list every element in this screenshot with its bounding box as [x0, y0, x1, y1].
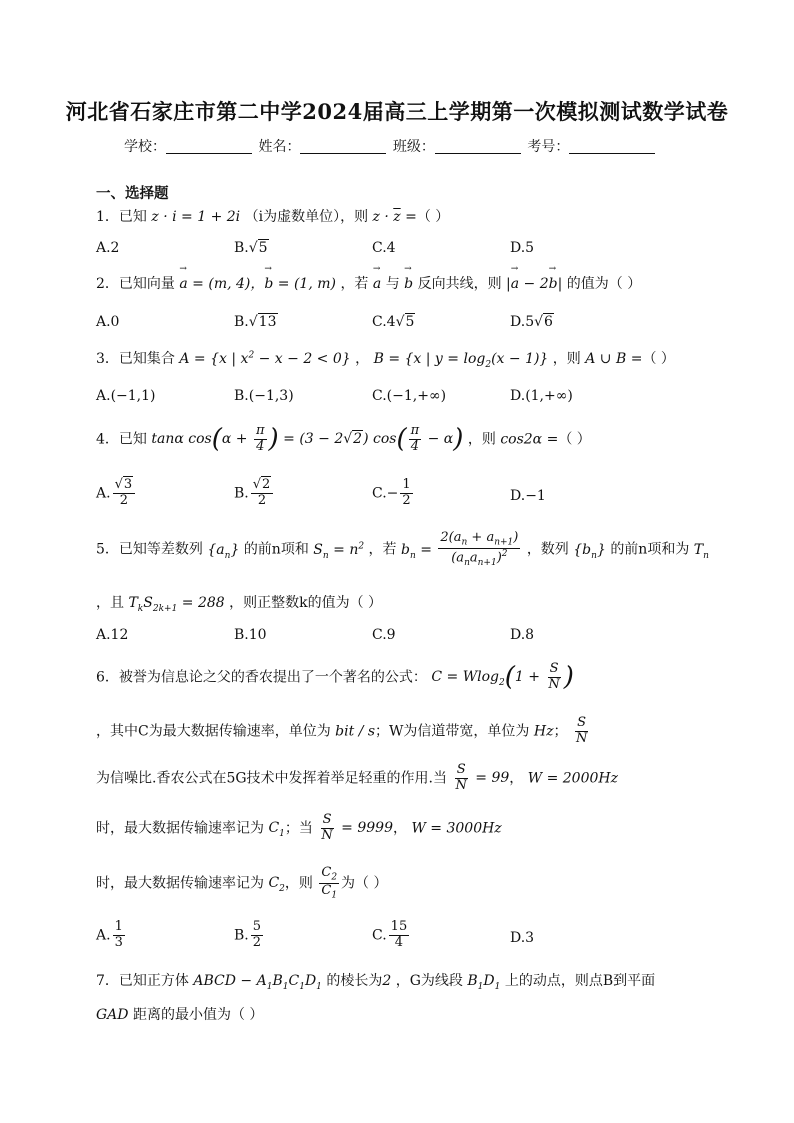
- number-label: 考号：: [527, 139, 570, 155]
- question-5-line-2: ，且 $T_kS_{2k+1} = 288$ ，则正整数k的值为（ ）: [96, 595, 383, 614]
- class-label: 班级：: [392, 139, 435, 155]
- q2-option-d[interactable]: D.5√6: [510, 314, 553, 330]
- q5-stem-a: 的前n项和: [243, 541, 309, 558]
- q2-option-b[interactable]: B.√13: [234, 314, 277, 330]
- school-blank[interactable]: [166, 139, 252, 154]
- q4-formula-2: cos2α: [500, 431, 543, 448]
- q3-stem: 3．已知集合: [96, 351, 175, 367]
- q6-formula: C = Wlog$_2$(1 + $\frac{S}{N}$ ): [431, 661, 574, 693]
- q1-option-d[interactable]: D.5: [510, 240, 535, 256]
- q6-option-b[interactable]: B. $\frac{5}{2}$: [234, 919, 262, 950]
- name-label: 姓名：: [258, 139, 301, 155]
- q2-vec-b: → b: [404, 276, 413, 292]
- q6-line1: 6．被誉为信息论之父的香农提出了一个著名的公式：: [96, 669, 427, 686]
- q5-option-d[interactable]: D.8: [510, 627, 535, 643]
- q5-option-a[interactable]: A.12: [96, 627, 129, 643]
- q5-line2-b: ，则正整数k的值为（ ）: [229, 595, 383, 611]
- q5-option-b[interactable]: B.10: [234, 627, 267, 643]
- q1-stem-mid: （i为虚数单位），则: [244, 209, 369, 225]
- question-5: 5．已知等差数列 $\{a_n\}$ 的前n项和 $S_n = n^2$ ，若 $b_n$ = $\frac{2(a_n + a_{n+1})}{(a_na_{n+1})^2}$ ，数列 $\{b_n\}$ 的前n项和为 $T_n$: [96, 530, 709, 568]
- q1-formula: z · i = 1 + 2i: [151, 209, 241, 225]
- q1-stem-end: =（ ）: [405, 209, 450, 225]
- q5-stem-c: ，数列: [526, 541, 569, 558]
- q3-option-c[interactable]: C.(−1,+∞): [372, 388, 447, 404]
- q3-stem-a: ，: [355, 351, 370, 367]
- question-3: [96, 348, 675, 370]
- q4-stem-a: ，则: [467, 431, 496, 448]
- q2-option-a[interactable]: A.0: [96, 314, 120, 330]
- q3-stem-b: ，则: [552, 351, 581, 367]
- question-6-line-4: 时，最大数据传输速率记为 $C_1$；当 $\frac{S}{N}$ = 9999， W = 3000Hz: [96, 812, 502, 843]
- q4-option-b[interactable]: B. $\frac{√2}{2}$: [234, 478, 275, 509]
- q2-stem-d: 的值为（ ）: [566, 276, 642, 292]
- question-4: [96, 424, 591, 455]
- question-2: [96, 273, 641, 293]
- q4-formula: tanα cos(α + $\frac{\pi}{4}$ ) = (3 − 2√2) cos( $\frac{\pi}{4}$ − α): [151, 423, 464, 455]
- number-blank[interactable]: [569, 139, 655, 154]
- q2-formula-2: |→ a − 2→ b|: [506, 276, 562, 292]
- q5-formula: $b_n$ = $\frac{2(a_n + a_{n+1})}{(a_na_{n+1})^2}$: [400, 530, 519, 568]
- question-6-line-2: ，其中C为最大数据传输速率，单位为 bit / s；W为信道带宽，单位为 Hz； $\frac{S}{N}$: [96, 715, 588, 746]
- q6-option-a[interactable]: A. $\frac{1}{3}$: [96, 919, 123, 950]
- student-info-line: [124, 136, 657, 156]
- question-7-line-2: GAD 距离的最小值为（ ）: [96, 1007, 264, 1023]
- q5-stem: 5．已知等差数列: [96, 541, 203, 558]
- q3-option-b[interactable]: B.(−1,3): [234, 388, 294, 404]
- question-1: [96, 206, 449, 226]
- q1-option-c[interactable]: C.4: [372, 240, 396, 256]
- q1-option-a[interactable]: A.2: [96, 240, 120, 256]
- q3-union: A ∪ B: [585, 351, 627, 367]
- q5-line2-a: ，且: [96, 595, 124, 611]
- q6-option-c[interactable]: C. $\frac{15}{4}$: [372, 919, 408, 950]
- q2-stem-a: ，若: [340, 276, 369, 292]
- q2-vec-a: → a: [373, 276, 381, 292]
- q5-stem-d: 的前n项和为: [610, 541, 690, 558]
- school-label: 学校：: [124, 139, 166, 155]
- q3-set-a: A = {x | $x^2 - x - 2 < 0$}: [179, 350, 351, 367]
- q2-option-c[interactable]: C.4√5: [372, 314, 415, 330]
- q4-stem-b: =（ ）: [546, 431, 591, 448]
- q1-option-b[interactable]: B.√5: [234, 240, 268, 256]
- q4-option-a[interactable]: A. $\frac{√3}{2}$: [96, 478, 137, 509]
- q4-stem: 4．已知: [96, 431, 147, 448]
- q3-set-b: B = {x | $y = \log_2(x - 1)$}: [373, 351, 549, 370]
- q3-option-a[interactable]: A.(−1,1): [96, 388, 156, 404]
- q1-stem: 1．已知: [96, 209, 147, 225]
- q2-stem: 2．已知向量: [96, 276, 175, 292]
- q2-stem-b: 与: [385, 276, 400, 292]
- q5-stem-b: ，若: [368, 541, 397, 558]
- question-6: [96, 662, 574, 693]
- q2-formula: → a = (m, 4)，→ b = (1, m): [179, 276, 336, 292]
- question-6-line-5: 时，最大数据传输速率记为 $C_2$，则 $\frac{C_2}{C_1}$ 为（ ）: [96, 865, 388, 901]
- q6-option-d[interactable]: D.3: [510, 930, 535, 946]
- q5-option-c[interactable]: C.9: [372, 627, 396, 643]
- q3-stem-c: =（ ）: [630, 351, 675, 367]
- page-title: 河北省石家庄市第二中学2024届高三上学期第一次模拟测试数学试卷: [65, 99, 729, 124]
- section-heading: 一、选择题: [96, 185, 169, 202]
- q4-option-c[interactable]: C.− $\frac{1}{2}$: [372, 477, 411, 508]
- name-blank[interactable]: [300, 139, 386, 154]
- question-7: 7．已知正方体 ABCD − $A_1B_1C_1D_1$ 的棱长为2 ，G为线段 $B_1D_1$ 上的动点，则点B到平面: [96, 973, 656, 992]
- q3-option-d[interactable]: D.(1,+∞): [510, 388, 573, 404]
- class-blank[interactable]: [435, 139, 521, 154]
- q2-stem-c: 反向共线，则: [417, 276, 502, 292]
- question-6-line-3: 为信噪比.香农公式在5G技术中发挥着举足轻重的作用.当 $\frac{S}{N}$ = 99， W = 2000Hz: [96, 762, 618, 793]
- q4-option-d[interactable]: D.−1: [510, 488, 546, 504]
- q1-formula-2: $z \cdot \overline{z}$: [372, 209, 401, 225]
